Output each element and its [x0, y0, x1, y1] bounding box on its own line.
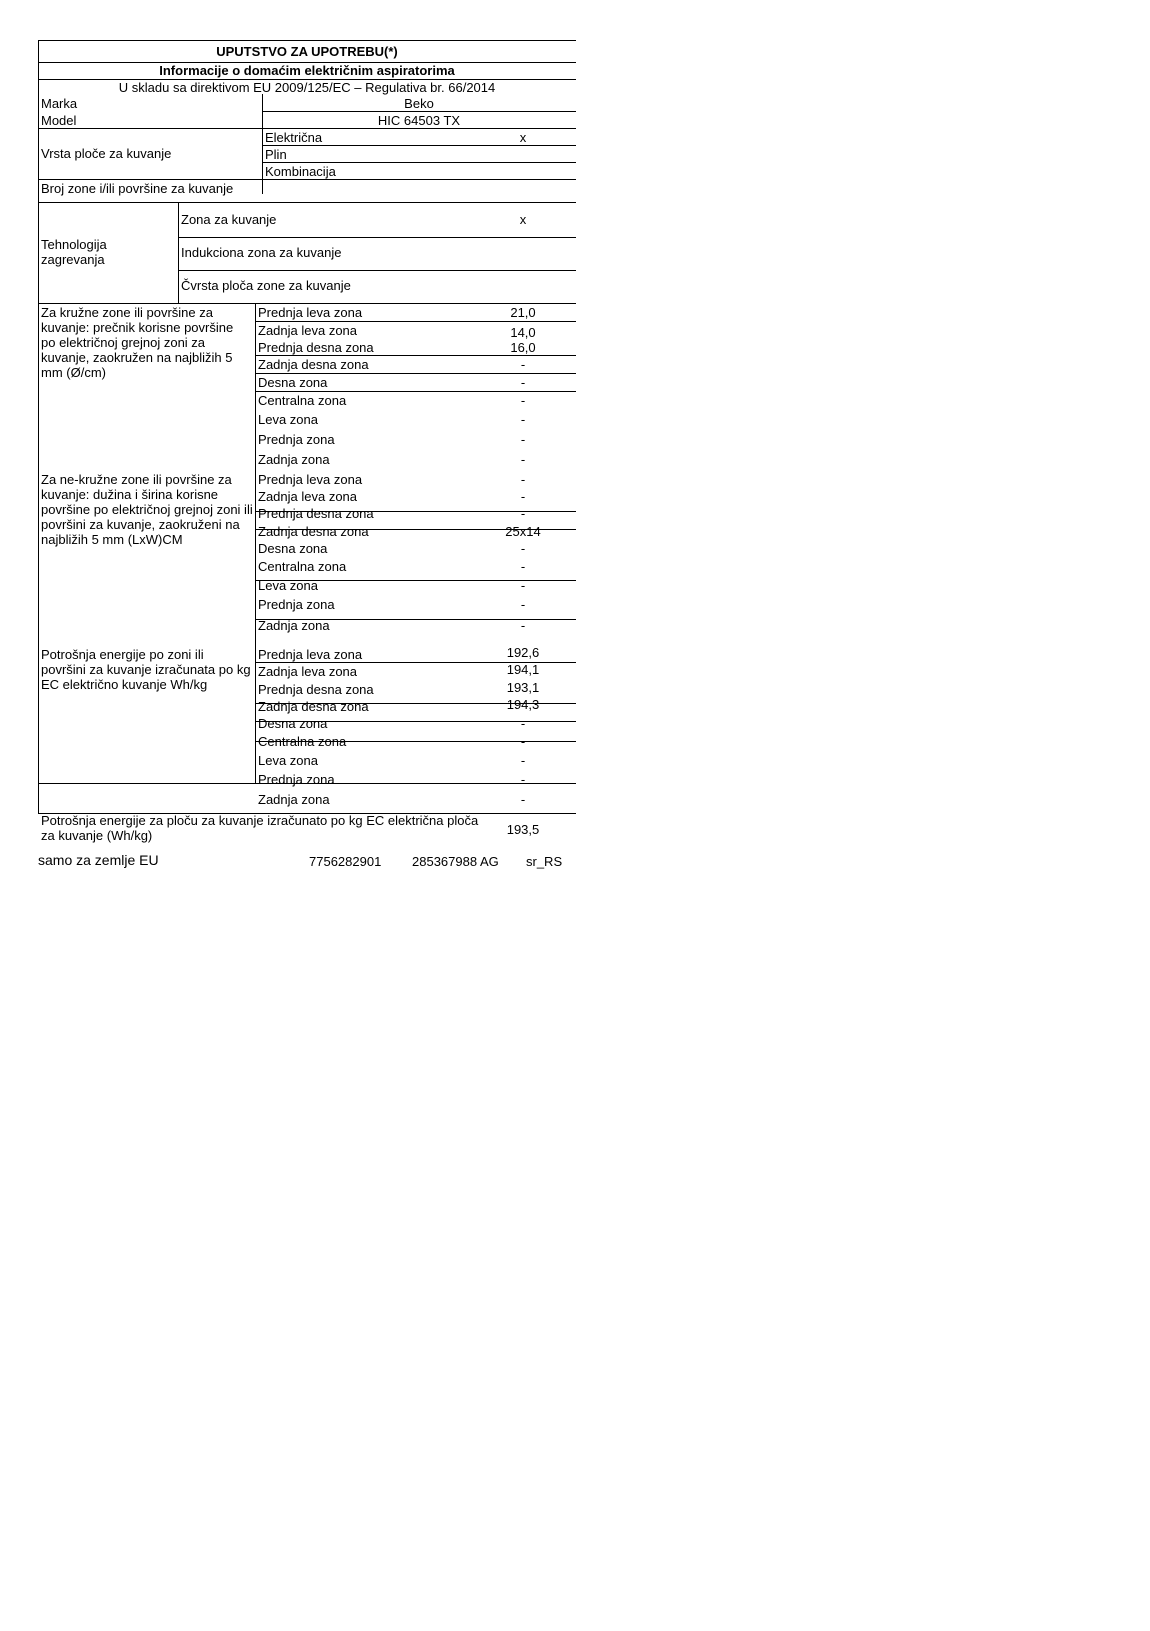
zone-value: -: [520, 506, 526, 521]
zone-name: Prednja zona: [258, 597, 335, 612]
zone-name: Zadnja leva zona: [258, 323, 358, 338]
zone-value: -: [520, 792, 526, 807]
zone-value: 194,3: [506, 697, 540, 712]
zone-value: -: [520, 357, 526, 372]
column-divider: [178, 202, 179, 303]
zone-value: 21,0: [510, 305, 536, 320]
hob-type-option: Kombinacija: [265, 164, 336, 179]
zone-value: -: [520, 734, 526, 749]
zone-name: Zadnja zona: [258, 792, 330, 807]
zone-name: Prednja leva zona: [258, 305, 363, 320]
row-divider: [38, 303, 576, 304]
column-divider: [255, 303, 256, 783]
row-divider: [255, 391, 576, 392]
zone-value: -: [520, 578, 526, 593]
total-energy-label: Potrošnja energije za ploču za kuvanje izračunato po kg EC električna ploča za kuvanje (Wh/kg): [41, 813, 479, 843]
row-divider: [38, 202, 576, 203]
table-left-border: [38, 41, 39, 813]
row-divider: [262, 111, 576, 112]
row-divider: [255, 321, 576, 322]
row-divider: [255, 373, 576, 374]
row-divider: [38, 179, 576, 180]
row-divider: [38, 128, 576, 129]
heating-option: Čvrsta ploča zone za kuvanje: [181, 278, 351, 293]
zone-value: -: [520, 559, 526, 574]
zone-name: Zadnja desna zona: [258, 524, 369, 539]
zone-name: Leva zona: [258, 412, 318, 427]
row-divider: [255, 355, 576, 356]
zone-value: -: [520, 772, 526, 787]
zone-count-label: Broj zone i/ili površine za kuvanje: [41, 181, 234, 196]
noncircular-zones-label: Za ne-kružne zone ili površine za kuvanje: dužina i širina korisne površine po električnoj grejnoj zoni ili površini za kuvanje, zaokruženi na najbližih 5 mm (LxW)CM: [41, 472, 253, 547]
row-divider: [178, 237, 576, 238]
energy-per-zone-label: Potrošnja energije po zoni ili površini za kuvanje izračunata po kg EC električno kuvanje Wh/kg: [41, 647, 251, 692]
zone-name: Prednja leva zona: [258, 647, 363, 662]
zone-value: -: [520, 393, 526, 408]
row-divider: [178, 270, 576, 271]
zone-value: -: [520, 432, 526, 447]
zone-name: Centralna zona: [258, 393, 347, 408]
hob-type-option: Električna: [265, 130, 323, 145]
zone-value: -: [520, 716, 526, 731]
heating-option: Indukciona zona za kuvanje: [181, 245, 342, 260]
brand-label: Marka: [41, 96, 78, 111]
directive-note: U skladu sa direktivom EU 2009/125/EC – Regulativa br. 66/2014: [118, 80, 496, 95]
zone-name: Prednja zona: [258, 432, 335, 447]
zone-value: -: [520, 541, 526, 556]
heating-technology-label: Tehnologija zagrevanja: [41, 237, 107, 267]
zone-name: Centralna zona: [258, 734, 347, 749]
document-code: 285367988 AG: [412, 854, 499, 869]
zone-name: Leva zona: [258, 578, 318, 593]
zone-name: Zadnja leva zona: [258, 489, 358, 504]
zone-name: Zadnja leva zona: [258, 664, 358, 679]
zone-name: Centralna zona: [258, 559, 347, 574]
document-subtitle: Informacije o domaćim električnim aspiratorima: [159, 63, 455, 78]
zone-value: -: [520, 375, 526, 390]
zone-value: -: [520, 618, 526, 633]
product-fiche: [38, 40, 576, 869]
locale-code: sr_RS: [526, 854, 563, 869]
zone-value: -: [520, 489, 526, 504]
zone-value: -: [520, 472, 526, 487]
document-code: 7756282901: [309, 854, 382, 869]
zone-name: Prednja leva zona: [258, 472, 363, 487]
row-divider: [262, 162, 576, 163]
zone-name: Prednja desna zona: [258, 506, 374, 521]
footer-note: samo za zemlje EU: [38, 852, 159, 868]
document-title: UPUTSTVO ZA UPOTREBU(*): [216, 44, 398, 59]
zone-value: 192,6: [506, 645, 540, 660]
model-value: HIC 64503 TX: [377, 113, 461, 128]
zone-name: Zadnja desna zona: [258, 699, 369, 714]
zone-name: Prednja zona: [258, 772, 335, 787]
zone-value: 194,1: [506, 662, 540, 677]
zone-value: 193,1: [506, 680, 540, 695]
zone-name: Prednja desna zona: [258, 682, 374, 697]
zone-name: Leva zona: [258, 753, 318, 768]
zone-name: Desna zona: [258, 541, 328, 556]
zone-value: 25x14: [505, 524, 541, 539]
zone-value: 14,0: [510, 325, 536, 340]
zone-value: -: [520, 412, 526, 427]
hob-type-option: Plin: [265, 147, 287, 162]
hob-type-label: Vrsta ploče za kuvanje: [41, 146, 172, 161]
zone-value: -: [520, 597, 526, 612]
heating-mark: x: [519, 212, 527, 227]
circular-zones-label: Za kružne zone ili površine za kuvanje: prečnik korisne površine po električnoj grejnoj zoni za kuvanje, zaokružen na najbližih 5 mm (Ø/cm): [41, 305, 234, 380]
zone-name: Zadnja zona: [258, 452, 330, 467]
zone-name: Desna zona: [258, 375, 328, 390]
total-energy-value: 193,5: [506, 822, 540, 837]
zone-name: Prednja desna zona: [258, 340, 374, 355]
row-divider: [262, 145, 576, 146]
heating-option: Zona za kuvanje: [181, 212, 277, 227]
model-label: Model: [41, 113, 77, 128]
zone-value: -: [520, 753, 526, 768]
zone-name: Zadnja desna zona: [258, 357, 369, 372]
zone-value: 16,0: [510, 340, 536, 355]
brand-value: Beko: [404, 96, 434, 111]
zone-name: Zadnja zona: [258, 618, 330, 633]
zone-value: -: [520, 452, 526, 467]
hob-type-mark: x: [519, 130, 527, 145]
zone-name: Desna zona: [258, 716, 328, 731]
